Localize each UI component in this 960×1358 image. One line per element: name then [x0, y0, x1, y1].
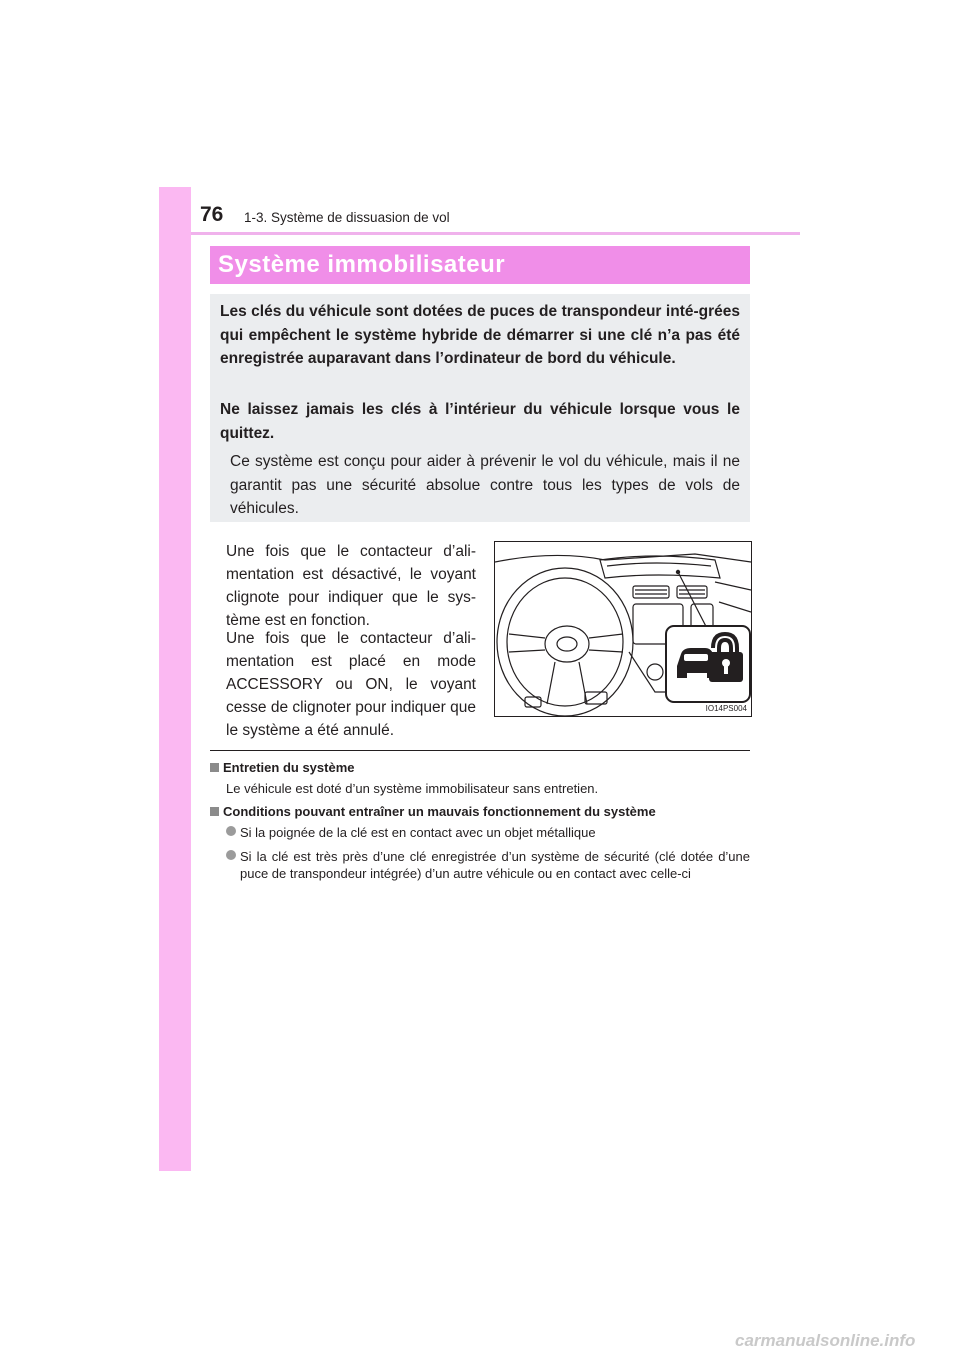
dashboard-illustration	[494, 541, 752, 717]
intro-bold-paragraph-1: Les clés du véhicule sont dotées de puces de transpondeur inté-grées qui empêchent le système hybride de démarrer si une clé n’a pas été enregistrée auparavant dans l’ordinateur de bord du véhicule.	[220, 303, 740, 367]
maintenance-title: Entretien du système	[223, 760, 355, 775]
intro-box	[210, 294, 750, 522]
watermark-logo: carmanualsonline.info	[735, 1331, 916, 1350]
chapter-title: 1-3. Système de dissuasion de vol	[244, 210, 450, 225]
body-paragraph-2: Une fois que le contacteur d’ali-mentation est placé en mode ACCESSORY ou ON, le voyant cesse de clignoter pour indiquer que le système a été annulé.	[226, 630, 476, 739]
section-title: Système immobilisateur	[218, 251, 506, 278]
intro-paragraph: Ce système est conçu pour aider à prévenir le vol du véhicule, mais il ne garantit pas une sécurité absolue contre tous les types de vols de véhicules.	[230, 453, 740, 517]
square-bullet-icon	[210, 763, 219, 772]
page-number: 76	[200, 203, 224, 226]
chapter-side-band	[159, 187, 191, 1171]
conditions-title: Conditions pouvant entraîner un mauvais fonctionnement du système	[223, 804, 656, 819]
list-item: Si la clé est très près d’une clé enregistrée d’un système de sécurité (clé dotée d’une puce de transpondeur intégrée) d’un autre véhicule ou en contact avec celle-ci	[226, 848, 750, 882]
square-bullet-icon	[210, 807, 219, 816]
notes-divider	[210, 750, 750, 751]
dashboard-drawing	[495, 542, 751, 716]
bullet-dot-icon	[226, 850, 236, 860]
maintenance-heading	[210, 760, 355, 775]
header-divider	[191, 232, 800, 235]
maintenance-text: Le véhicule est doté d’un système immobilisateur sans entretien.	[226, 781, 599, 796]
intro-bold-paragraph-2: Ne laissez jamais les clés à l’intérieur du véhicule lorsque vous le quittez.	[220, 401, 740, 442]
list-item: Si la poignée de la clé est en contact avec un objet métallique	[226, 824, 750, 841]
bullet-dot-icon	[226, 826, 236, 836]
conditions-heading	[210, 804, 656, 819]
body-paragraph-1: Une fois que le contacteur d’ali-mentation est désactivé, le voyant clignote pour indiquer que le sys-tème est en fonction.	[226, 543, 476, 629]
figure-code: IO14PS004	[705, 704, 747, 713]
section-title-bar	[210, 246, 750, 284]
